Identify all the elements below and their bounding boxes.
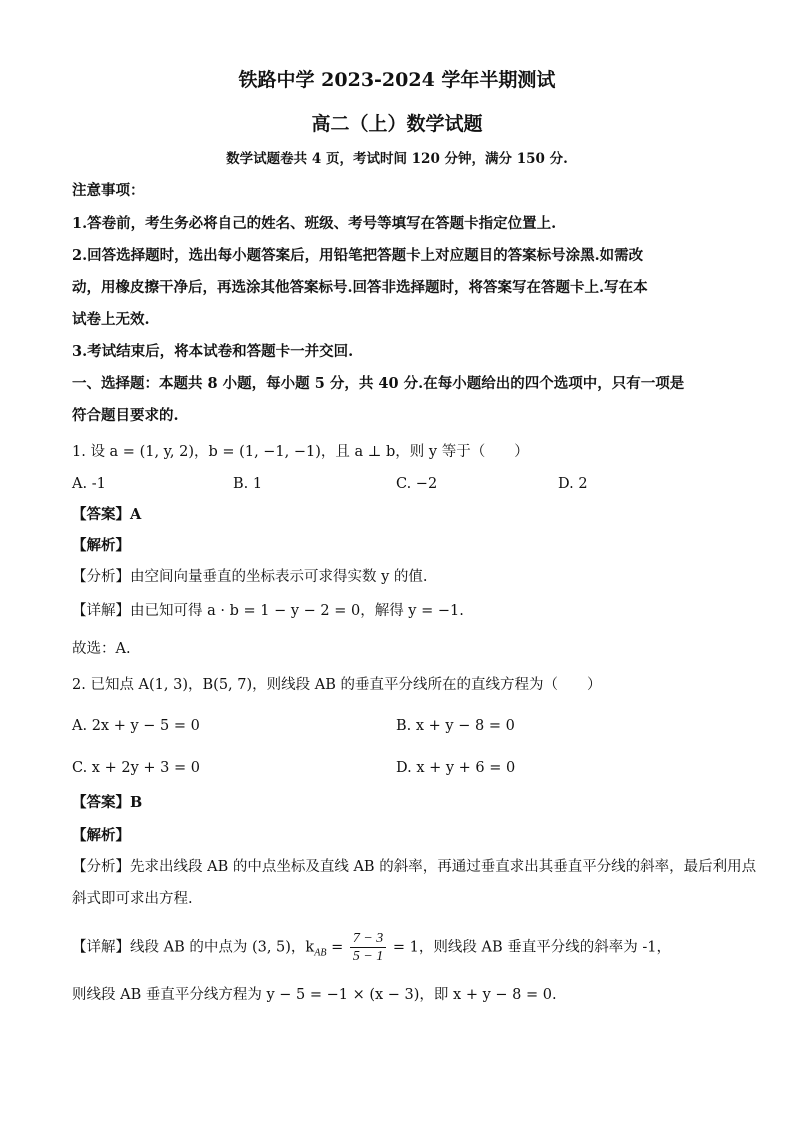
notice-item-2-line-2: 动，用橡皮擦干净后，再选涂其他答案标号.回答非选择题时，将答案写在答题卡上.写在本 — [72, 279, 648, 296]
q2-stem: 2. 已知点 A(1, 3)，B(5, 7)，则线段 AB 的垂直平分线所在的直线方程为（ ） — [72, 677, 602, 693]
notice-item-2-line-3: 试卷上无效. — [72, 311, 150, 328]
section-heading-line-2: 符合题目要求的. — [72, 407, 179, 424]
q1-conclusion: 故选：A. — [72, 641, 131, 657]
notice-heading: 注意事项： — [72, 182, 145, 199]
q2-final-equation: 则线段 AB 垂直平分线方程为 y − 5 = −1 × (x − 3)，即 x + y − 8 = 0. — [72, 987, 557, 1003]
q1-option-c: C. −2 — [396, 476, 438, 492]
q2-detail — [72, 930, 671, 965]
q2-slope-subscript: AB — [314, 947, 327, 959]
q1-answer: 【答案】A — [72, 506, 142, 523]
q2-option-a: A. 2x + y − 5 = 0 — [72, 718, 200, 734]
notice-item-1: 1.答卷前，考生务必将自己的姓名、班级、考号等填写在答题卡指定位置上. — [72, 215, 557, 232]
q1-detail: 【详解】由已知可得 a · b = 1 − y − 2 = 0，解得 y = −1. — [72, 603, 464, 619]
notice-item-2-line-1: 2.回答选择题时，选出每小题答案后，用铅笔把答题卡上对应题目的答案标号涂黑.如需改 — [72, 247, 644, 264]
q1-stem: 1. 设 a = (1, y, 2)，b = (1, −1, −1)，且 a ⊥ b，则 y 等于（ ） — [72, 444, 529, 460]
q2-slope-fraction — [350, 930, 386, 965]
q2-analysis-line-2: 斜式即可求出方程. — [72, 891, 193, 907]
q1-option-b: B. 1 — [233, 476, 263, 492]
exam-info: 数学试题卷共 4 页，考试时间 120 分钟，满分 150 分. — [226, 151, 568, 167]
q2-detail-part-1: 【详解】线段 AB 的中点为 (3, 5)，k — [72, 939, 315, 956]
exam-title: 铁路中学 2023-2024 学年半期测试 — [238, 69, 556, 91]
exam-subtitle: 高二（上）数学试题 — [311, 113, 483, 135]
q2-fraction-denominator: 5 − 1 — [352, 949, 384, 964]
q1-jiexi-label: 【解析】 — [72, 537, 130, 554]
notice-item-3: 3.考试结束后，将本试卷和答题卡一并交回. — [72, 343, 354, 360]
q2-jiexi-label: 【解析】 — [72, 827, 130, 844]
q2-detail-part-2: = 1，则线段 AB 垂直平分线的斜率为 -1， — [392, 939, 671, 956]
q1-option-a: A. -1 — [72, 476, 106, 492]
q2-option-d: D. x + y + 6 = 0 — [396, 760, 516, 776]
q2-analysis-line-1: 【分析】先求出线段 AB 的中点坐标及直线 AB 的斜率，再通过垂直求出其垂直平分线的斜率，最后利用点 — [72, 859, 757, 875]
q1-option-d: D. 2 — [558, 476, 588, 492]
q2-equals: = — [331, 939, 344, 956]
section-heading-line-1: 一、选择题：本题共 8 小题，每小题 5 分，共 40 分.在每小题给出的四个选项中，只有一项是 — [72, 375, 685, 392]
q2-fraction-numerator: 7 − 3 — [350, 930, 386, 948]
q2-option-c: C. x + 2y + 3 = 0 — [72, 760, 200, 776]
q2-option-b: B. x + y − 8 = 0 — [396, 718, 515, 734]
q1-analysis: 【分析】由空间向量垂直的坐标表示可求得实数 y 的值. — [72, 569, 428, 585]
q2-answer: 【答案】B — [72, 794, 143, 811]
